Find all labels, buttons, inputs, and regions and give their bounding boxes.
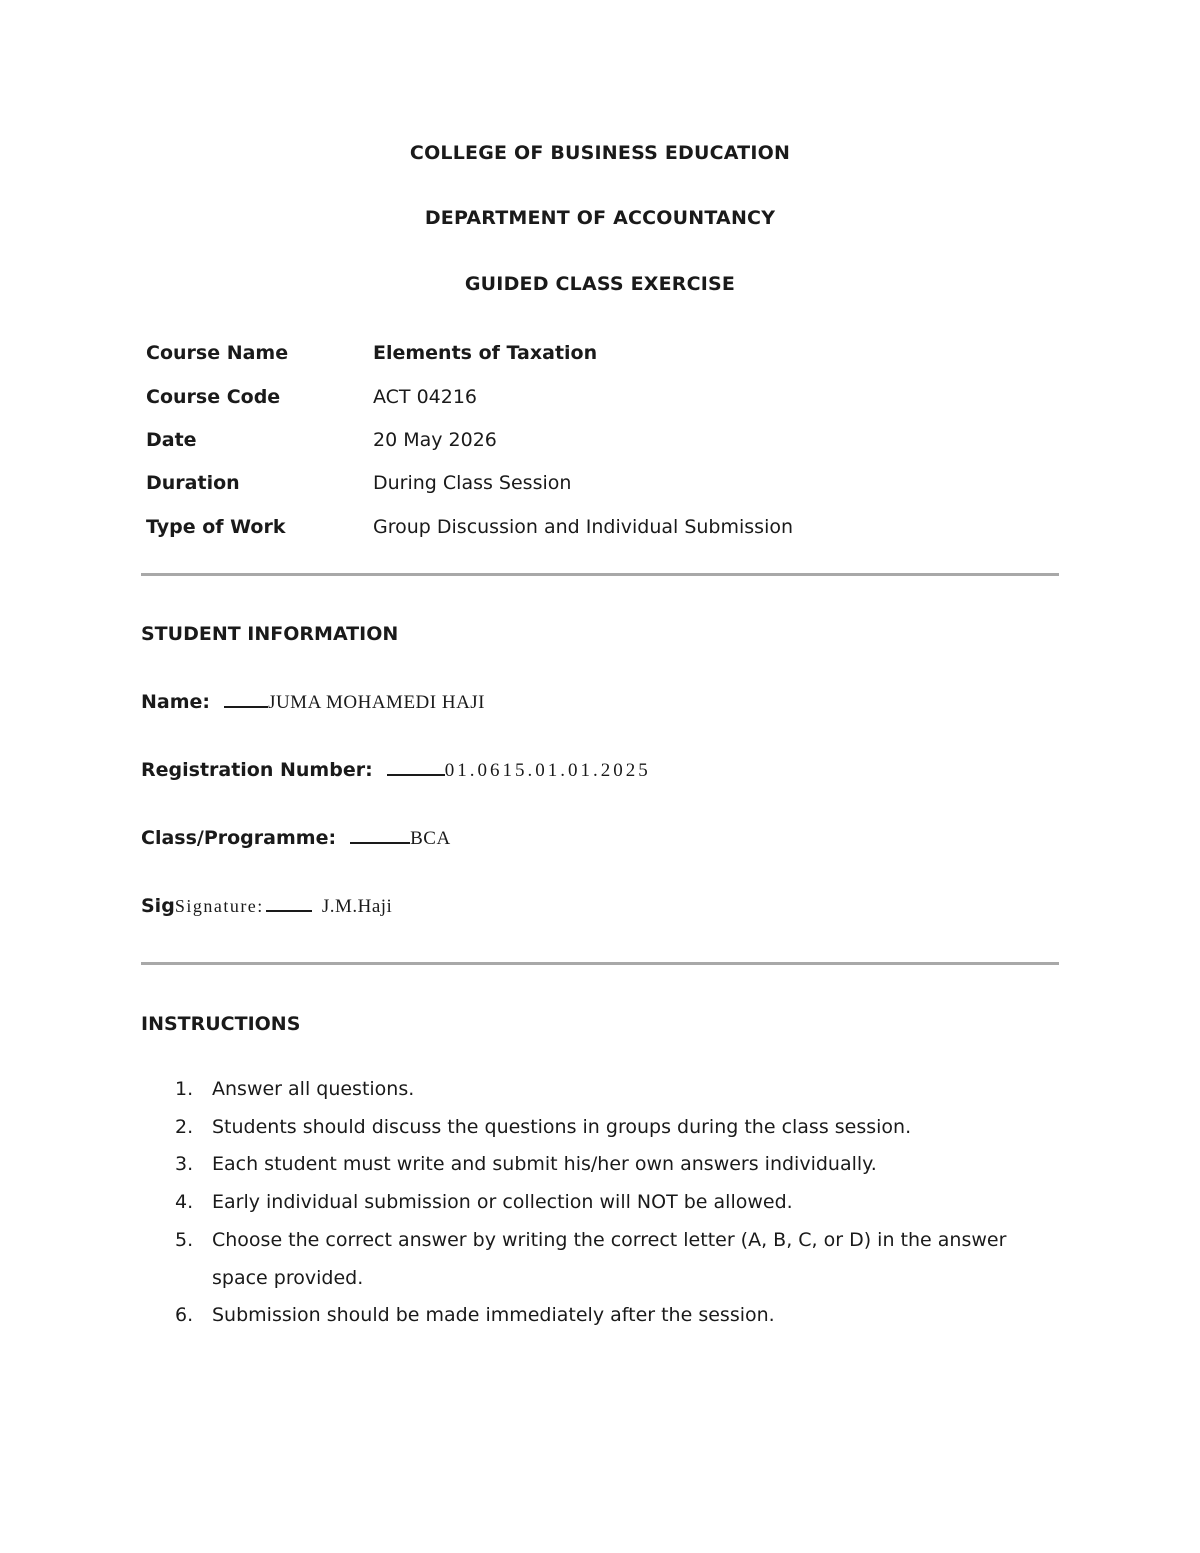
class-value: BCA bbox=[410, 828, 451, 849]
signature-field bbox=[141, 895, 392, 918]
name-underline bbox=[224, 692, 268, 708]
registration-field bbox=[141, 759, 651, 782]
list-text: Early individual submission or collection will NOT be allowed. bbox=[212, 1191, 793, 1213]
signature-label-bold: Sig bbox=[141, 895, 175, 917]
list-text: Choose the correct answer by writing the correct letter (A, B, C, or D) in the answer space provided. bbox=[212, 1229, 1007, 1289]
list-number: 4. bbox=[175, 1191, 194, 1213]
department-title: DEPARTMENT OF ACCOUNTANCY bbox=[424, 207, 776, 229]
class-underline bbox=[350, 828, 410, 844]
college-title: COLLEGE OF BUSINESS EDUCATION bbox=[409, 142, 791, 164]
course-code-value: ACT 04216 bbox=[373, 386, 478, 408]
registration-underline bbox=[387, 760, 445, 776]
name-field bbox=[141, 691, 485, 714]
duration-value: During Class Session bbox=[373, 472, 572, 494]
name-label: Name: bbox=[141, 691, 211, 713]
type-of-work-label: Type of Work bbox=[146, 516, 286, 538]
signature-value: J.M.Haji bbox=[321, 896, 393, 917]
course-name-value: Elements of Taxation bbox=[373, 342, 598, 364]
registration-label: Registration Number: bbox=[141, 759, 373, 781]
list-number: 5. bbox=[175, 1229, 194, 1251]
list-number: 6. bbox=[175, 1304, 194, 1326]
list-number: 2. bbox=[175, 1116, 194, 1138]
list-text: Each student must write and submit his/her own answers individually. bbox=[212, 1153, 877, 1175]
signature-label: Signature: bbox=[174, 896, 264, 916]
type-of-work-value: Group Discussion and Individual Submission bbox=[373, 516, 794, 538]
course-code-label: Course Code bbox=[146, 386, 281, 408]
list-text: Students should discuss the questions in groups during the class session. bbox=[212, 1116, 912, 1138]
date-value: 20 May 2026 bbox=[373, 429, 497, 451]
course-name-label: Course Name bbox=[146, 342, 289, 364]
class-field bbox=[141, 827, 451, 850]
student-info-title: STUDENT INFORMATION bbox=[141, 623, 399, 645]
signature-underline bbox=[266, 896, 312, 912]
list-number: 3. bbox=[175, 1153, 194, 1175]
list-number: 1. bbox=[175, 1078, 194, 1100]
exercise-title: GUIDED CLASS EXERCISE bbox=[464, 273, 736, 295]
divider-line bbox=[141, 962, 1059, 965]
instructions-title: INSTRUCTIONS bbox=[141, 1013, 301, 1035]
list-text: Answer all questions. bbox=[212, 1078, 415, 1100]
date-label: Date bbox=[146, 429, 197, 451]
list-text: Submission should be made immediately after the session. bbox=[212, 1304, 775, 1326]
class-label: Class/Programme: bbox=[141, 827, 337, 849]
divider-line bbox=[141, 573, 1059, 576]
duration-label: Duration bbox=[146, 472, 240, 494]
registration-value: 01.0615.01.01.2025 bbox=[444, 760, 651, 781]
name-value: JUMA MOHAMEDI HAJI bbox=[268, 692, 486, 713]
